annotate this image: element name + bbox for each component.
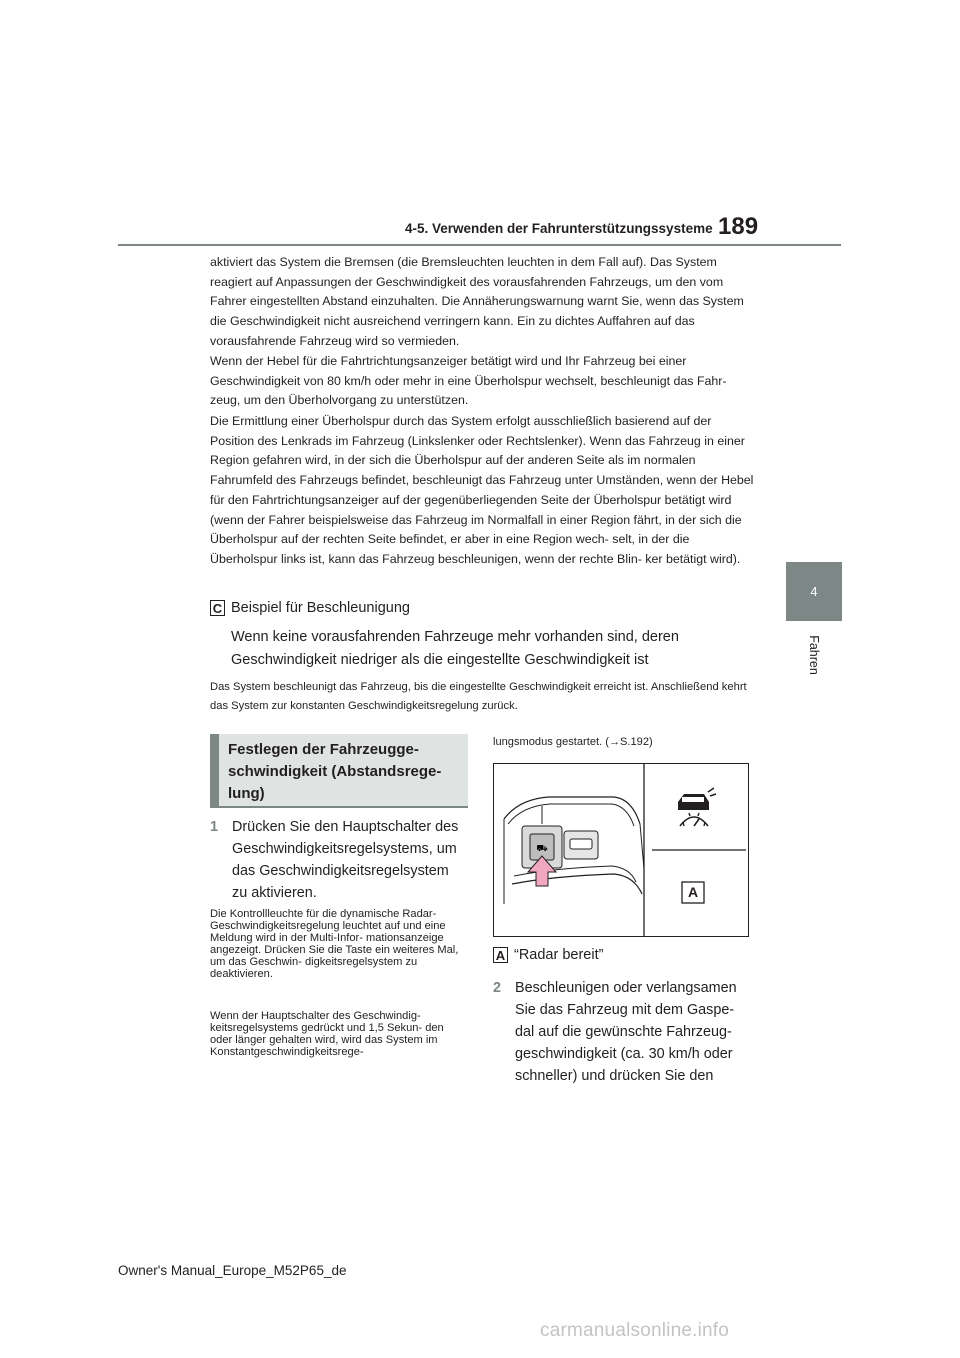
steering-switch-figure xyxy=(493,763,749,937)
figure-caption-text: “Radar bereit” xyxy=(514,947,604,963)
label-a-box: A xyxy=(493,947,508,963)
intro-paragraph-3: Die Ermittlung einer Überholspur durch das System erfolgt ausschließlich basierend auf der Position des Lenkrads im Fahrzeug (Linkslenker oder Rechtslenker). Wenn das Fahrzeug in einer Region gefahren wird, in der sich die Überholspur auf der anderen Seite als im normalen Fahrumfeld des Fahrzeugs befindet, beschleunigt das Fahrzeug unter Umständen, wenn der Hebel für den Fahrtrichtungsanzeiger auf der gegenüberliegenden Seite der Überholspur betätigt wird (wenn der Fahrer beispielsweise das Fahrzeug im Normalfall in einer Region fährt, in der sich die Überholspur auf der rechten Seite befindet, er aber in eine Region wech- selt, in der die Überholspur links ist, kann das Fahrzeug beschleunigen, wenn der rechte Blin- ker betätigt wird). xyxy=(210,414,754,566)
header-divider xyxy=(118,244,841,246)
chapter-tab: 4 xyxy=(786,562,842,621)
step-2-number: 2 xyxy=(493,980,502,996)
continued-note: lungsmodus gestartet. (→S.192) xyxy=(493,736,653,748)
step-1-text: Drücken Sie den Hauptschalter des Geschwindigkeitsregelsystems, um das Geschwindigkeitsregelsystem zu aktivieren. xyxy=(232,819,459,901)
step-2 xyxy=(493,977,751,1087)
figure-caption xyxy=(493,947,603,963)
intro-paragraph-1: aktiviert das System die Bremsen (die Bremsleuchten leuchten in dem Fall auf). Das System reagiert auf Anpassungen der Geschwindigkeit des vorausfahrenden Fahrzeugs, um den vom Fahrer eingestellten Abstand einzuhalten. Die Annäherungswarnung warnt Sie, wenn das System die Geschwindigkeit nicht ausreichend verringern kann. Ein zu dichtes Auffahren auf das vorausfahrende Fahrzeug wird so vermieden. xyxy=(210,255,744,348)
label-c-box: C xyxy=(210,600,225,616)
watermark: carmanualsonline.info xyxy=(540,1320,730,1341)
step-1 xyxy=(210,816,466,904)
svg-text:⛟: ⛟ xyxy=(536,844,548,854)
step-1-note-1: Die Kontrollleuchte für die dynamische Radar-Geschwindigkeitsregelung leuchtet auf und eine Meldung wird in der Multi-Infor- mationsanzeige angezeigt. Drücken Sie die Taste ein weiteres Mal, um das Geschwin- digkeitsregelsystem zu deaktivieren. xyxy=(210,908,459,980)
step-2-text: Beschleunigen oder verlangsamen Sie das Fahrzeug mit dem Gaspe- dal auf die gewünschte Fahrzeug- geschwindigkeit (ca. 30 km/h oder schneller) und drücken Sie den xyxy=(515,980,737,1084)
chapter-label xyxy=(786,632,842,678)
chapter-label-text: Fahren xyxy=(806,635,821,675)
example-subtitle: Wenn keine vorausfahrenden Fahrzeuge mehr vorhanden sind, deren Geschwindigkeit niedriger als die eingestellte Geschwindigkeit ist xyxy=(231,629,679,668)
manual-id: Owner's Manual_Europe_M52P65_de xyxy=(118,1263,347,1278)
page-number: 189 xyxy=(718,213,759,240)
intro-paragraph-2: Wenn der Hebel für die Fahrtrichtungsanzeiger betätigt wird und Ihr Fahrzeug bei einer Geschwindigkeit von 80 km/h oder mehr in eine Überholspur wechselt, beschleunigt das Fahr- zeug, um den Überholvorgang zu unterstützen. xyxy=(210,354,727,408)
example-heading xyxy=(210,600,410,616)
step-1-number: 1 xyxy=(210,819,219,835)
section-title: 4-5. Verwenden der Fahrunterstützungssysteme xyxy=(405,221,713,236)
radar-cruise-icon xyxy=(678,788,716,826)
example-title: Beispiel für Beschleunigung xyxy=(231,600,410,616)
steering-wheel-illustration xyxy=(494,764,748,936)
section-heading: Festlegen der Fahrzeugge- schwindigkeit (Abstandsrege- lung) xyxy=(210,734,468,806)
section-heading-rule xyxy=(210,806,468,808)
example-note: Das System beschleunigt das Fahrzeug, bis die eingestellte Geschwindigkeit erreicht ist. Anschließend kehrt das System zur konstanten Geschwindigkeitsregelung zurück. xyxy=(210,681,747,712)
step-1-note-2: Wenn der Hauptschalter des Geschwindig- keitsregelsystems gedrückt und 1,5 Sekun- den oder länger gehalten wird, wird das System im Konstantgeschwindigkeitsrege- xyxy=(210,1010,444,1058)
figure-label-a: A xyxy=(687,884,699,900)
